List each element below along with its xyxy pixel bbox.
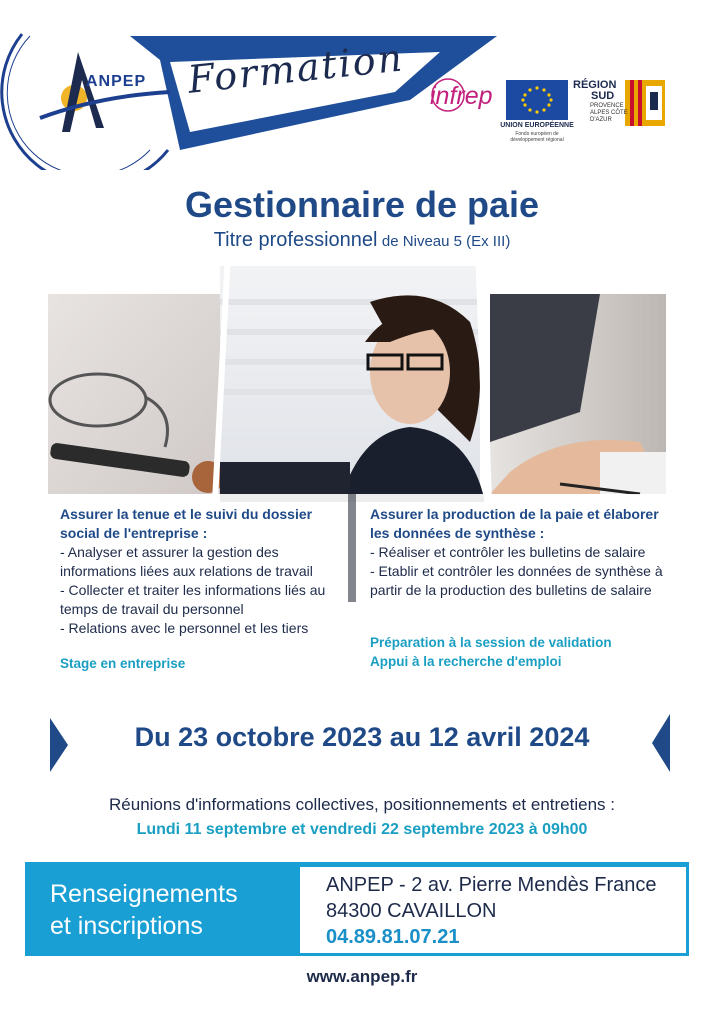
- list-item: - Relations avec le personnel et les tiers: [60, 620, 309, 636]
- address-line2: 84300 CAVAILLON: [326, 900, 497, 922]
- job-search-label: Appui à la recherche d'emploi: [370, 654, 562, 669]
- meetings-label: Réunions d'informations collectives, positionnements et entretiens :: [109, 795, 615, 814]
- contact-label-line2: et inscriptions: [50, 912, 203, 940]
- list-item: - Analyser et assurer la gestion des informations liées aux relations de travail: [60, 544, 313, 579]
- subtitle-level: de Niveau 5 (Ex III): [381, 233, 511, 250]
- left-column-heading: Assurer la tenue et le suivi du dossier social de l'entreprise :: [60, 506, 313, 541]
- formation-banner-text: Formation: [185, 35, 406, 102]
- subtitle-main: Titre professionnel: [213, 229, 378, 251]
- list-item: - Collecter et traiter les informations liés au temps de travail du personnel: [60, 582, 326, 617]
- region-title-line2: SUD: [591, 90, 615, 102]
- website-link[interactable]: www.anpep.fr: [306, 967, 418, 986]
- left-column: [60, 505, 350, 673]
- list-item: - Réaliser et contrôler les bulletins de salaire: [370, 544, 646, 560]
- internship-label: Stage en entreprise: [60, 656, 186, 671]
- eu-label: UNION EUROPÉENNE: [500, 122, 574, 129]
- training-dates: Du 23 octobre 2023 au 12 avril 2024: [134, 722, 590, 752]
- meetings-dates: Lundi 11 septembre et vendredi 22 septembre 2023 à 09h00: [136, 821, 588, 838]
- photo-woman-office: [220, 266, 485, 502]
- anpep-logo-text: ANPEP: [86, 73, 147, 90]
- infrep-logo-text: infrep: [430, 82, 493, 110]
- region-shield-icon: [625, 80, 665, 126]
- left-column-list: [60, 543, 350, 638]
- region-title-line1: RÉGION: [573, 79, 617, 91]
- list-item: - Etablir et contrôler les données de synthèse à partir de la production des bulletins de salaire: [370, 563, 663, 598]
- photo-hand-calculator: [490, 294, 666, 494]
- page-subtitle: [0, 229, 724, 252]
- contact-address: [326, 872, 657, 950]
- address-line1: ANPEP - 2 av. Pierre Mendès France: [326, 874, 657, 896]
- contact-label-line1: Renseignements: [50, 880, 238, 908]
- right-column: [370, 505, 666, 671]
- page-title: Gestionnaire de paie: [184, 184, 540, 225]
- eu-sublabel: Fonds européen de développement régional: [510, 131, 564, 143]
- right-column-list: [370, 543, 666, 600]
- contact-label: [50, 878, 238, 942]
- phone-number[interactable]: 04.89.81.07.21: [326, 926, 460, 948]
- region-subtitle: PROVENCE ALPES CÔTE D'AZUR: [590, 103, 628, 123]
- right-column-heading: Assurer la production de la paie et élaborer les données de synthèse :: [370, 506, 659, 541]
- validation-prep-label: Préparation à la session de validation: [370, 635, 612, 650]
- region-title: [573, 80, 616, 102]
